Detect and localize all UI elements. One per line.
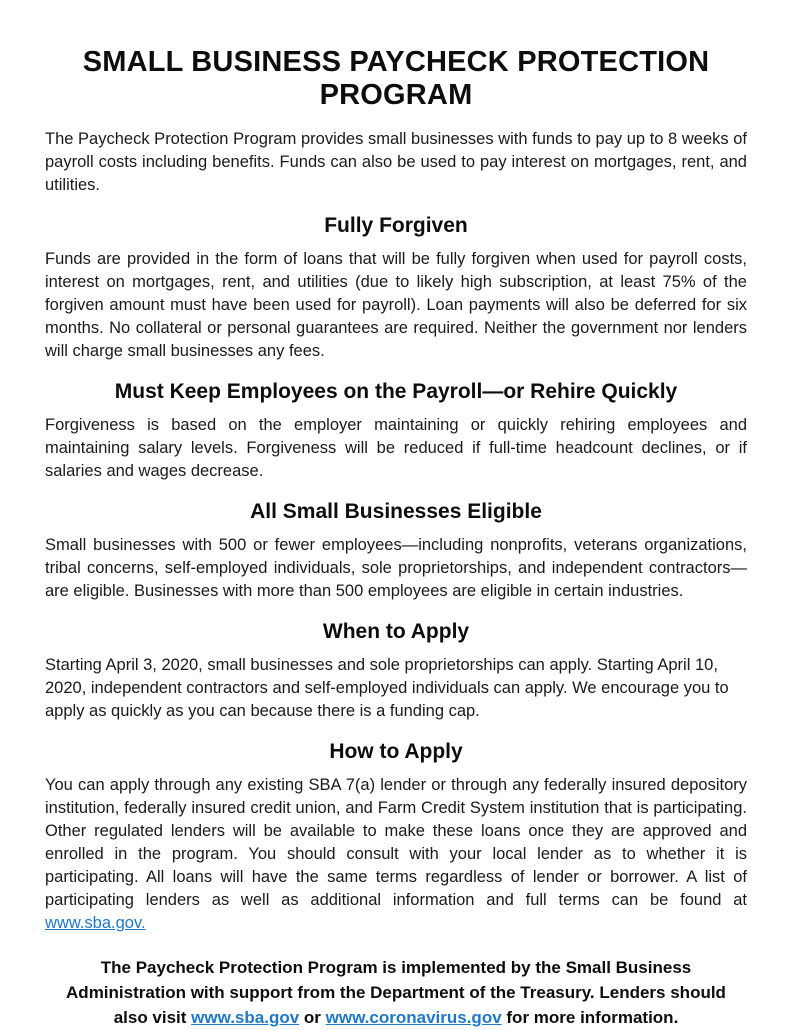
footer-separator-text: or bbox=[299, 1008, 326, 1028]
coronavirus-gov-link-footer[interactable]: www.coronavirus.gov bbox=[325, 1008, 502, 1028]
section-body-when-to-apply: Starting April 3, 2020, small businesses and sole proprietorships can apply. Starting April 10, 2020, independent contractors and self-employed individuals can apply. We encourage you to apply as quickly as you can because there is a funding cap. bbox=[45, 656, 729, 721]
document-title: SMALL BUSINESS PAYCHECK PROTECTION PROGRAM bbox=[82, 46, 710, 112]
section-heading-all-small-businesses: All Small Businesses Eligible bbox=[250, 499, 542, 523]
section-body-all-small-businesses: Small businesses with 500 or fewer employees—including nonprofits, veterans organizations, tribal concerns, self-employed individuals, sole proprietorships, and independent contractors—are eligible. Businesses with more than 500 employees are eligible in certain industries. bbox=[45, 536, 747, 601]
section-heading-keep-employees: Must Keep Employees on the Payroll—or Rehire Quickly bbox=[114, 379, 678, 403]
sba-gov-link-body[interactable]: www.sba.gov. bbox=[45, 914, 146, 933]
section-heading-fully-forgiven: Fully Forgiven bbox=[324, 213, 468, 237]
section-body-keep-employees: Forgiveness is based on the employer maintaining or quickly rehiring employees and maintaining salary levels. Forgiveness will be reduced if full-time headcount declines, or if salaries and wages decrease. bbox=[45, 415, 747, 480]
intro-paragraph: The Paycheck Protection Program provides small businesses with funds to pay up to 8 weeks of payroll costs including benefits. Funds can also be used to pay interest on mortgages, rent, and utilities. bbox=[45, 129, 747, 194]
section-body-fully-forgiven: Funds are provided in the form of loans that will be fully forgiven when used for payroll costs, interest on mortgages, rent, and utilities (due to likely high subscription, at least 75% of the forgiven amount must have been used for payroll). Loan payments will also be deferred for six months. No collateral or personal guarantees are required. Neither the government nor lenders will charge small businesses any fees. bbox=[45, 249, 747, 360]
section-body-how-to-apply bbox=[45, 774, 747, 935]
footer-text-before-links: The Paycheck Protection Program is implemented by the Small Business Administration with support from the Department of the Treasury. Lenders should also visit bbox=[66, 958, 726, 1028]
section-heading-when-to-apply: When to Apply bbox=[322, 620, 470, 644]
footer-paragraph bbox=[60, 955, 732, 1030]
how-to-apply-text: You can apply through any existing SBA 7(a) lender or through any federally insured depository institution, federally insured credit union, and Farm Credit System institution that is participating. Other regulated lenders will be available to make these loans once they are approved and enrolled in the program. You should consult with your local lender as to whether it is participating. All loans will have the same terms regardless of lender or borrower. A list of participating lenders as well as additional information and full terms can be found at bbox=[45, 776, 747, 910]
section-heading-how-to-apply: How to Apply bbox=[329, 740, 463, 764]
footer-text-after-links: for more information. bbox=[501, 1008, 679, 1028]
sba-gov-link-footer[interactable]: www.sba.gov bbox=[191, 1008, 300, 1028]
